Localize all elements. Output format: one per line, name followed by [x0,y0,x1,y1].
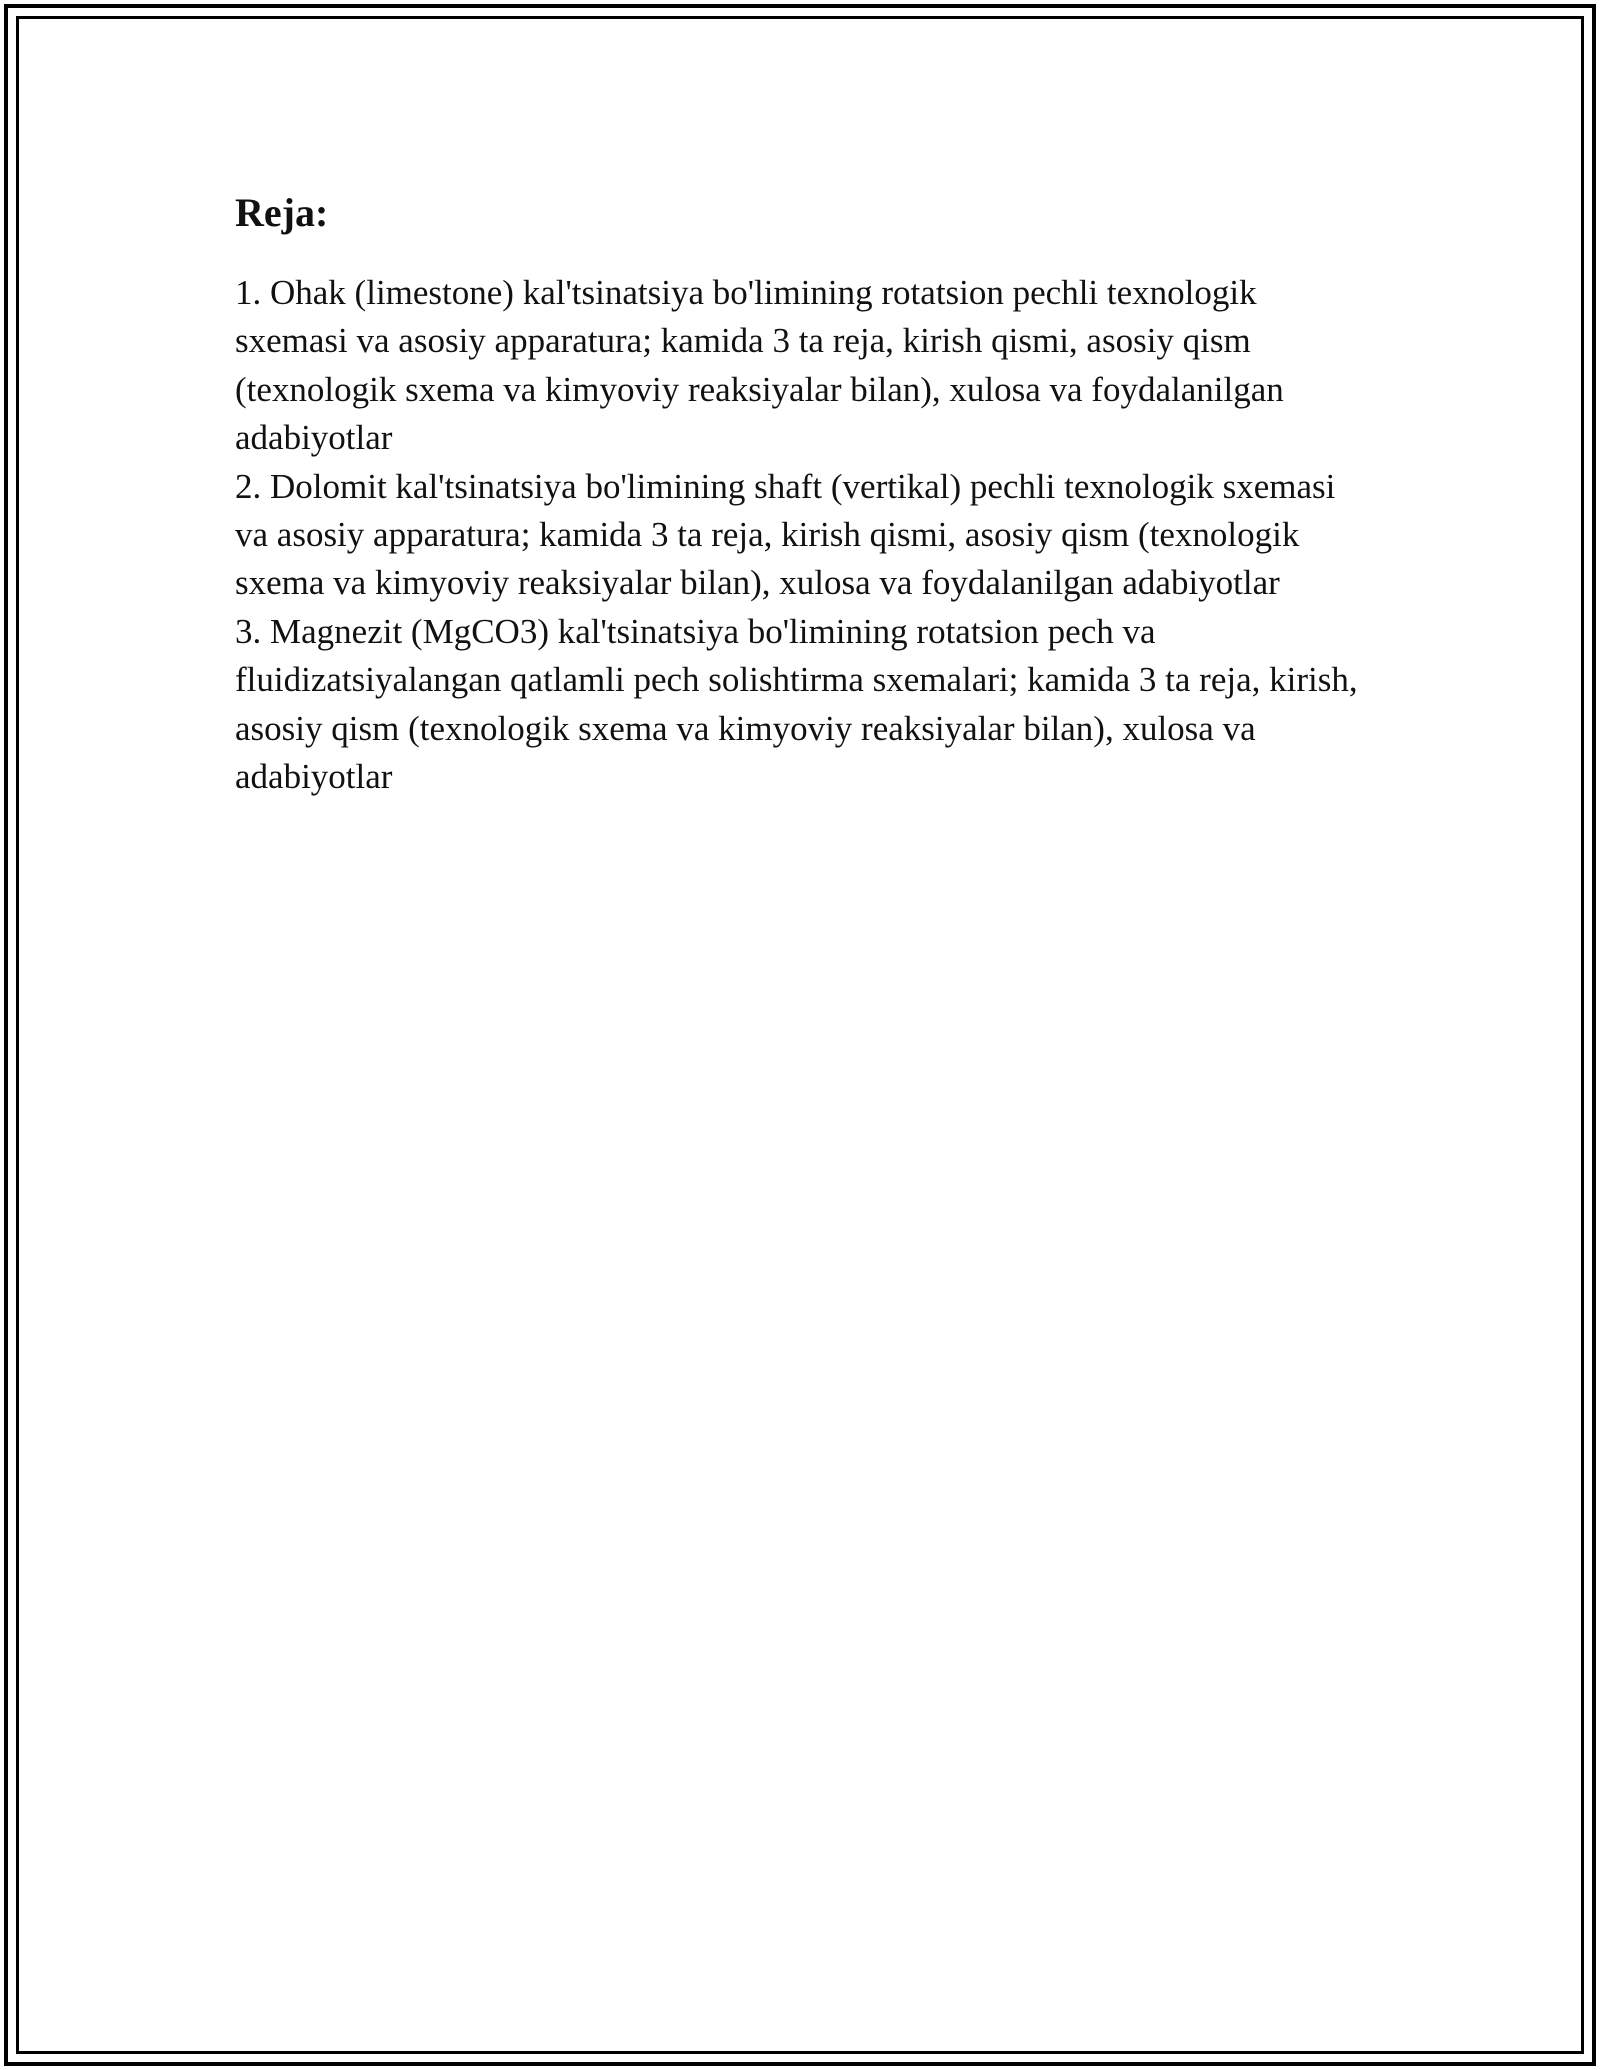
document-body [235,185,1370,801]
plan-list [235,269,1370,801]
plan-heading: Reja: [235,190,329,235]
plan-item-1: 1. Ohak (limestone) kal'tsinatsiya bo'limining rotatsion pechli texnologik sxemasi va asosiy apparatura; kamida 3 ta reja, kirish qismi, asosiy qism (texnologik sxema va kimyoviy reaksiyalar bilan), xulosa va foydalanilgan adabiyotlar [235,273,1284,458]
plan-item-3: 3. Magnezit (MgCO3) kal'tsinatsiya bo'limining rotatsion pech va fluidizatsiyalangan qatlamli pech solishtirma sxemalari; kamida 3 ta reja, kirish, asosiy qism (texnologik sxema va kimyoviy reaksiyalar bilan), xulosa va adabiyotlar [235,611,1358,797]
plan-item-2: 2. Dolomit kal'tsinatsiya bo'limining shaft (vertikal) pechli texnologik sxemasi va asosiy apparatura; kamida 3 ta reja, kirish qismi, asosiy qism (texnologik sxema va kimyoviy reaksiyalar bilan), xulosa va foydalanilgan adabiyotlar [235,466,1336,603]
